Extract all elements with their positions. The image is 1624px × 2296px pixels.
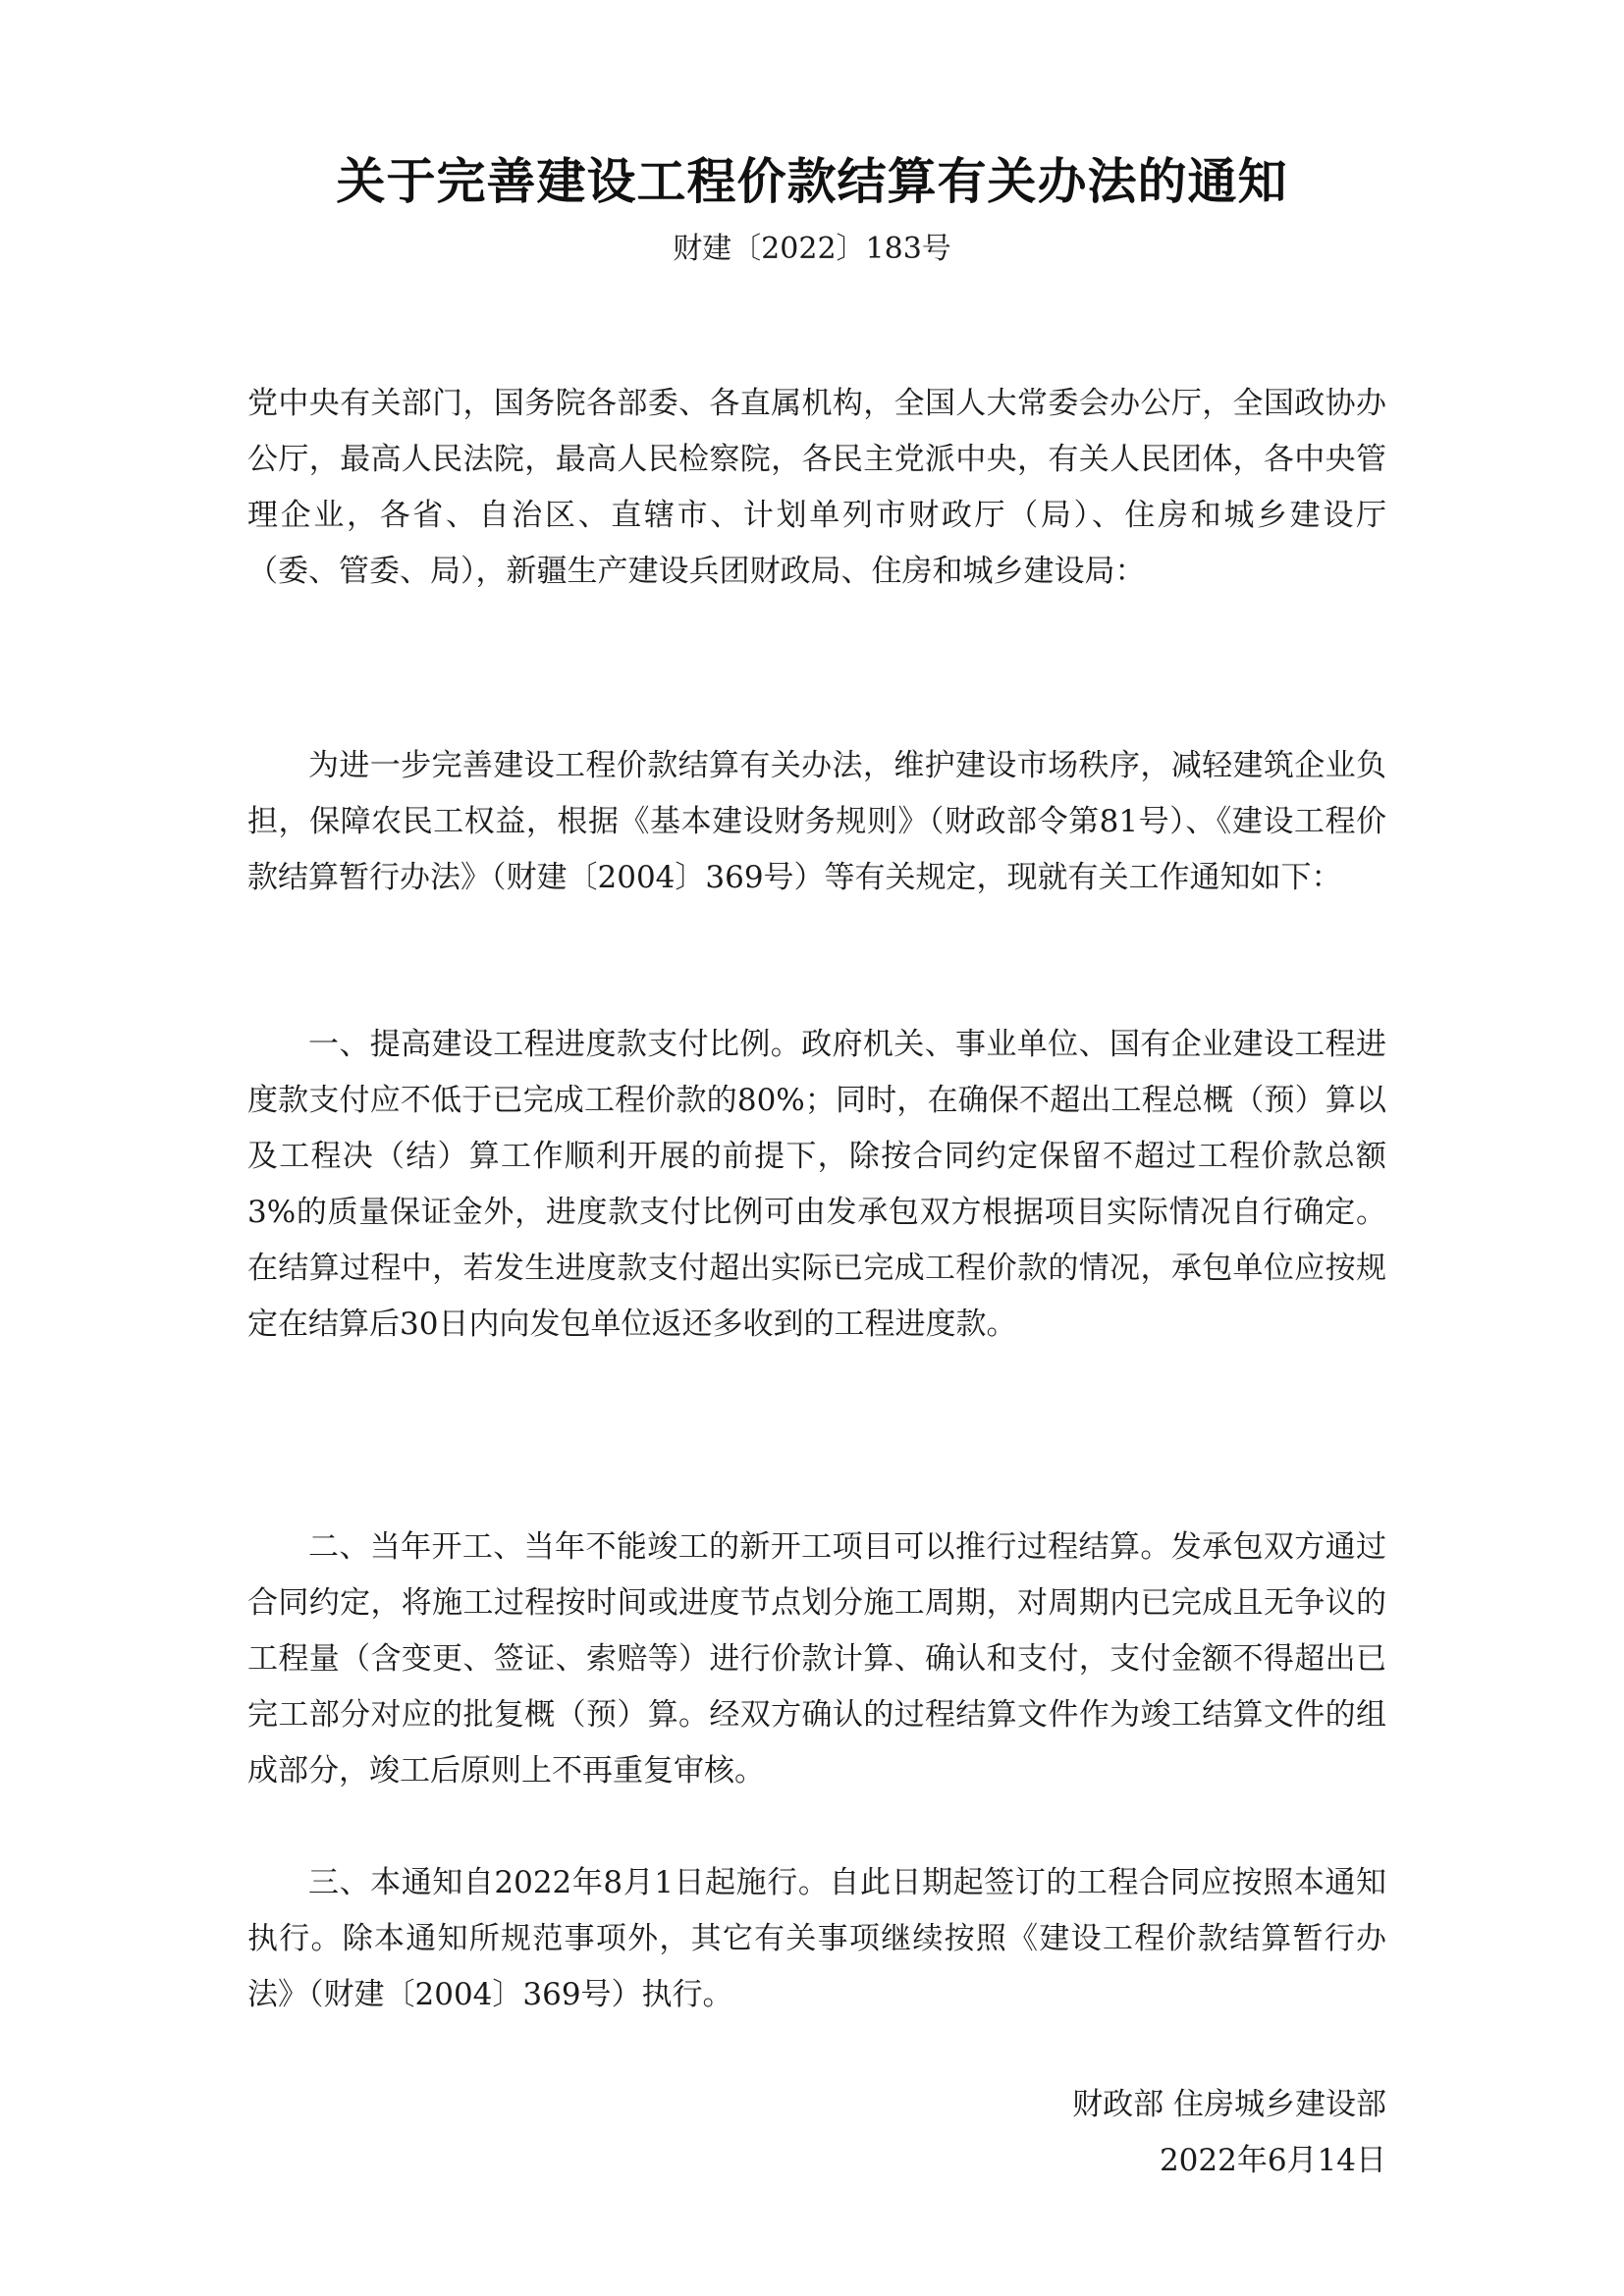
- intro-paragraph: 为进一步完善建设工程价款结算有关办法，维护建设市场秩序，减轻建筑企业负担，保障农民工权益，根据《基本建设财务规则》（财政部令第81号）、《建设工程价款结算暂行办法》（财建〔2004〕369号）等有关规定，现就有关工作通知如下：: [247, 748, 1386, 895]
- document-number: 财建〔2022〕183号: [673, 232, 951, 266]
- issue-date: 2022年6月14日: [1159, 2143, 1386, 2178]
- signature-block: [1072, 2077, 1386, 2189]
- document-title: 关于完善建设工程价款结算有关办法的通知: [336, 153, 1288, 210]
- article-one-paragraph: 一、提高建设工程进度款支付比例。政府机关、事业单位、国有企业建设工程进度款支付应不低于已完成工程价款的80%；同时，在确保不超出工程总概（预）算以及工程决（结）算工作顺利开展的前提下，除按合同约定保留不超过工程价款总额3%的质量保证金外，进度款支付比例可由发承包双方根据项目实际情况自行确定。在结算过程中，若发生进度款支付超出实际已完成工程价款的情况，承包单位应按规定在结算后30日内向发包单位返还多收到的工程进度款。: [247, 1027, 1386, 1342]
- article-three-paragraph: 三、本通知自2022年8月1日起施行。自此日期起签订的工程合同应按照本通知执行。除本通知所规范事项外，其它有关事项继续按照《建设工程价款结算暂行办法》（财建〔2004〕369号）执行。: [247, 1865, 1386, 2012]
- addressee-paragraph: 党中央有关部门，国务院各部委、各直属机构，全国人大常委会办公厅，全国政协办公厅，最高人民法院，最高人民检察院，各民主党派中央，有关人民团体，各中央管理企业，各省、自治区、直辖市、计划单列市财政厅（局）、住房和城乡建设厅（委、管委、局），新疆生产建设兵团财政局、住房和城乡建设局：: [247, 386, 1386, 589]
- issuing-authorities: 财政部 住房城乡建设部: [1072, 2087, 1386, 2122]
- article-two-paragraph: 二、当年开工、当年不能竣工的新开工项目可以推行过程结算。发承包双方通过合同约定，将施工过程按时间或进度节点划分施工周期，对周期内已完成且无争议的工程量（含变更、签证、索赔等）进行价款计算、确认和支付，支付金额不得超出已完工部分对应的批复概（预）算。经双方确认的过程结算文件作为竣工结算文件的组成部分，竣工后原则上不再重复审核。: [247, 1529, 1386, 1789]
